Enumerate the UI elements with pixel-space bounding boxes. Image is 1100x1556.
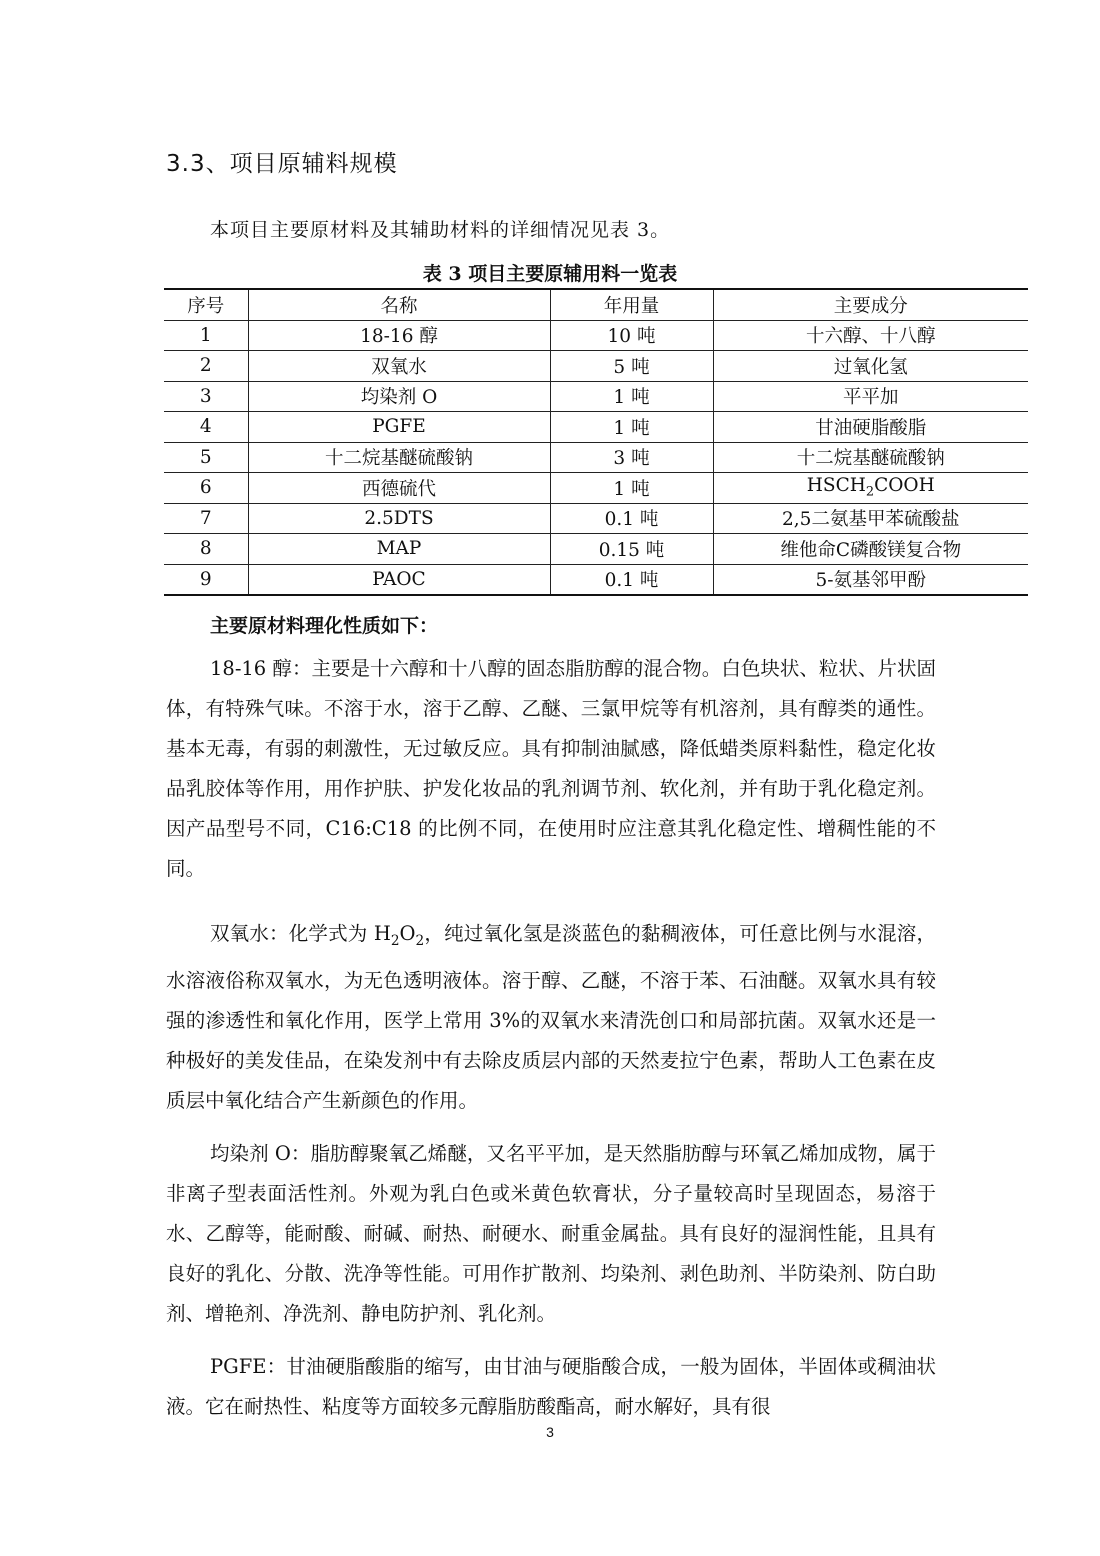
- subscript: 2: [415, 932, 425, 949]
- cell-name: 双氧水: [248, 351, 550, 382]
- text-run: 双氧水：化学式为 H: [210, 922, 391, 945]
- table-row: [164, 503, 1028, 534]
- table-title: 表 3 项目主要原辅用料一览表: [422, 263, 678, 285]
- subscript: 2: [390, 932, 400, 949]
- cell-amount: 10 吨: [550, 320, 713, 351]
- table-row: [164, 320, 1028, 351]
- cell-no: 7: [164, 503, 248, 534]
- cell-name: 十二烷基醚硫酸钠: [248, 442, 550, 473]
- cell-name: 均染剂 O: [248, 381, 550, 412]
- table-row: [164, 381, 1028, 412]
- cell-component: 平平加: [713, 381, 1028, 412]
- cell-amount: 1 吨: [550, 412, 713, 443]
- cell-no: 9: [164, 564, 248, 595]
- materials-table: [164, 288, 1028, 596]
- table-row: [164, 412, 1028, 443]
- cell-amount: 0.15 吨: [550, 534, 713, 565]
- cell-amount: 1 吨: [550, 381, 713, 412]
- table-row: [164, 351, 1028, 382]
- cell-amount: 3 吨: [550, 442, 713, 473]
- page-number: 3: [546, 1424, 554, 1440]
- cell-no: 8: [164, 534, 248, 565]
- header-component: 主要成分: [713, 289, 1028, 320]
- cell-name: PAOC: [248, 564, 550, 595]
- cell-component: 2,5二氨基甲苯硫酸盐: [713, 503, 1028, 534]
- header-no: 序号: [164, 289, 248, 320]
- header-name: 名称: [248, 289, 550, 320]
- cell-name: 2.5DTS: [248, 503, 550, 534]
- table-row: [164, 442, 1028, 473]
- cell-component: 甘油硬脂酸脂: [713, 412, 1028, 443]
- cell-no: 3: [164, 381, 248, 412]
- text-run: ，纯过氧化氢是淡蓝色的黏稠液体，可任意比例与水混溶，水溶液俗称双氧水，为无色透明液体。溶于醇、乙醚，不溶于苯、石油醚。双氧水具有较强的渗透性和氧化作用，医学上常用 3%的双氧水来清洗创口和局部抗菌。双氧水还是一种极好的美发佳品，在染发剂中有去除皮质层内部的天然麦拉宁色素，帮助人工色素在皮质层中氧化结合产生新颜色的作用。: [166, 922, 936, 1112]
- paragraph-hydrogen-peroxide: [166, 914, 936, 1121]
- cell-no: 1: [164, 320, 248, 351]
- cell-name: 西德硫代: [248, 473, 550, 504]
- formula-part: COOH: [874, 475, 935, 497]
- cell-name: MAP: [248, 534, 550, 565]
- cell-amount: 1 吨: [550, 473, 713, 504]
- paragraph-cetearyl-alcohol: 18-16 醇：主要是十六醇和十八醇的固态脂肪醇的混合物。白色块状、粒状、片状固体，有特殊气味。不溶于水，溶于乙醇、乙醚、三氯甲烷等有机溶剂，具有醇类的通性。基本无毒，有弱的刺激性，无过敏反应。具有抑制油腻感，降低蜡类原料黏性，稳定化妆品乳胶体等作用，用作护肤、护发化妆品的乳剂调节剂、软化剂，并有助于乳化稳定剂。因产品型号不同，C16:C18 的比例不同，在使用时应注意其乳化稳定性、增稠性能的不同。: [166, 657, 936, 880]
- cell-name: PGFE: [248, 412, 550, 443]
- table-row: [164, 473, 1028, 504]
- cell-no: 4: [164, 412, 248, 443]
- formula-part: HSCH: [806, 475, 866, 497]
- table-row: [164, 534, 1028, 565]
- cell-no: 5: [164, 442, 248, 473]
- cell-amount: 5 吨: [550, 351, 713, 382]
- header-amount: 年用量: [550, 289, 713, 320]
- formula-subscript: 2: [865, 485, 875, 501]
- section-heading: 3.3、项目原辅料规模: [166, 151, 398, 177]
- cell-component: 维他命C磷酸镁复合物: [713, 534, 1028, 565]
- paragraph-leveling-agent: 均染剂 O：脂肪醇聚氧乙烯醚，又名平平加，是天然脂肪醇与环氧乙烯加成物，属于非离子型表面活性剂。外观为乳白色或米黄色软膏状，分子量较高时呈现固态，易溶于水、乙醇等，能耐酸、耐碱、耐热、耐硬水、耐重金属盐。具有良好的湿润性能，且具有良好的乳化、分散、洗净等性能。可用作扩散剂、均染剂、剥色助剂、半防染剂、防白助剂、增艳剂、净洗剂、静电防护剂、乳化剂。: [166, 1142, 936, 1325]
- table-header-row: [164, 289, 1028, 320]
- paragraph-pgfe: PGFE：甘油硬脂酸脂的缩写，由甘油与硬脂酸合成，一般为固体，半固体或稠油状液。它在耐热性、粘度等方面较多元醇脂肪酸酯高，耐水解好，具有很: [166, 1355, 936, 1418]
- cell-component: 过氧化氢: [713, 351, 1028, 382]
- cell-component: 十二烷基醚硫酸钠: [713, 442, 1028, 473]
- cell-no: 2: [164, 351, 248, 382]
- cell-no: 6: [164, 473, 248, 504]
- cell-amount: 0.1 吨: [550, 503, 713, 534]
- cell-name: 18-16 醇: [248, 320, 550, 351]
- cell-component: 十六醇、十八醇: [713, 320, 1028, 351]
- table-row: [164, 564, 1028, 595]
- cell-component: [713, 473, 1028, 504]
- properties-subheading: 主要原材料理化性质如下：: [210, 615, 439, 637]
- cell-amount: 0.1 吨: [550, 564, 713, 595]
- text-run: O: [399, 922, 416, 945]
- cell-component: 5-氨基邻甲酚: [713, 564, 1028, 595]
- intro-text: 本项目主要原材料及其辅助材料的详细情况见表 3。: [210, 219, 671, 241]
